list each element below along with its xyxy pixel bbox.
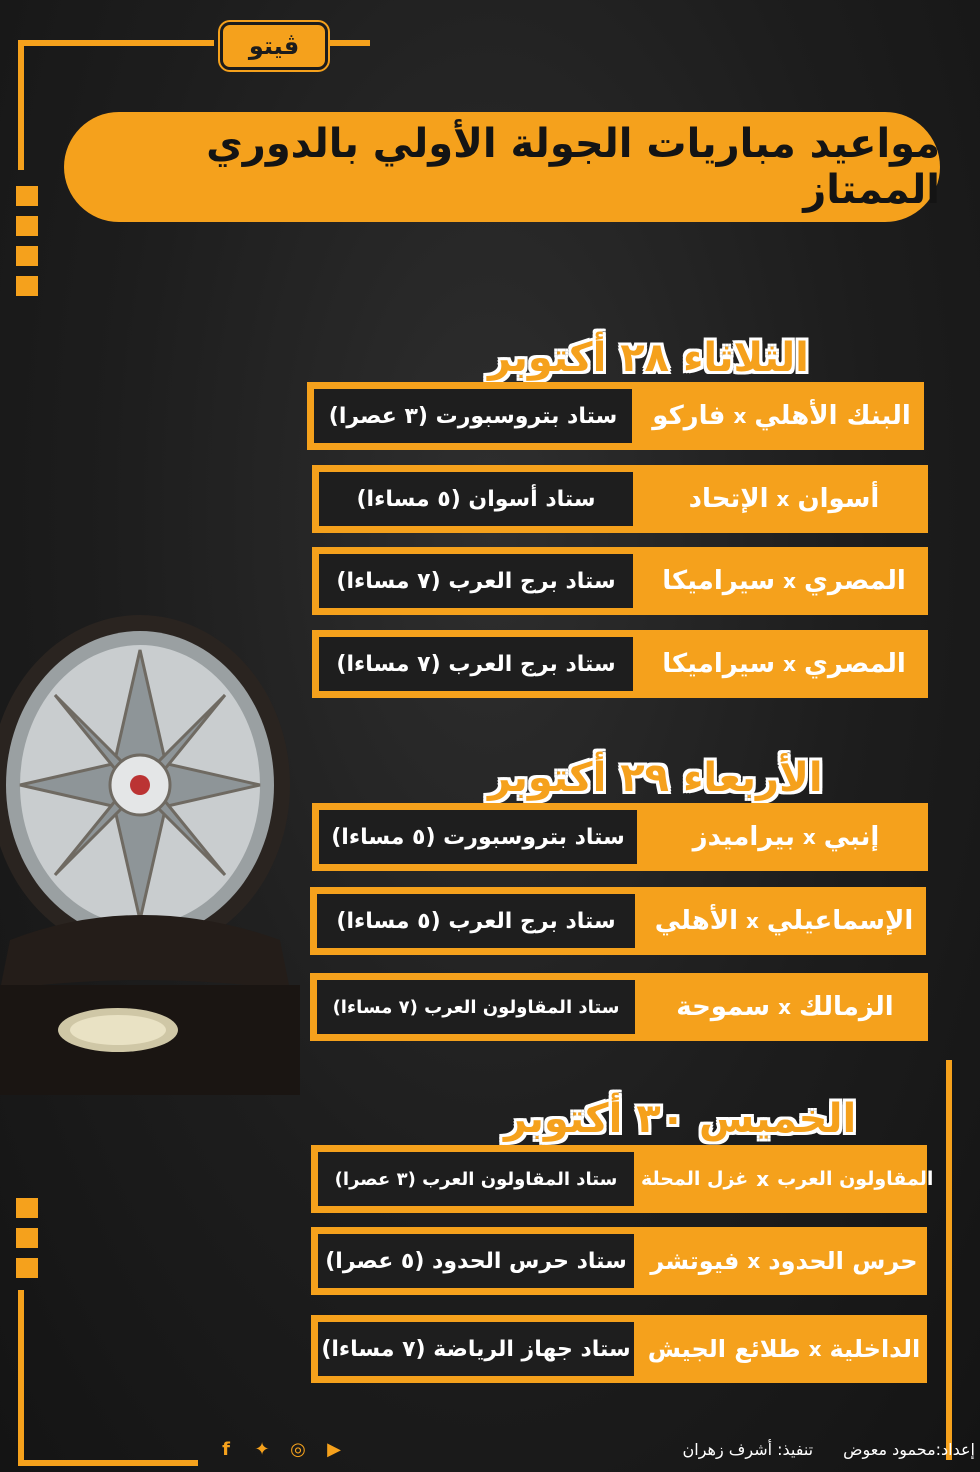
- teams-cell: [642, 887, 926, 955]
- footer: [215, 1436, 975, 1462]
- logo-text: ڤيتو: [248, 32, 300, 60]
- venue-cell: ستاد بتروسبورت (٣ عصرا): [311, 386, 635, 446]
- venue-cell: ستاد جهاز الرياضة (٧ مساءا): [315, 1319, 637, 1379]
- day-heading: الأربعاء ٢٩ أكتوبر: [488, 755, 823, 801]
- match-row: [311, 1227, 927, 1295]
- versus-separator: x: [783, 569, 797, 593]
- frame-right-line: [946, 1060, 952, 1460]
- home-team: المصري: [804, 566, 906, 596]
- match-row: [311, 1315, 927, 1383]
- prepared-by: إعداد:محمود معوض: [843, 1439, 975, 1459]
- away-team: بيراميدز: [692, 822, 795, 852]
- frame-dash: [16, 1258, 38, 1278]
- venue-cell: ستاد المقاولون العرب (٧ مساءا): [314, 977, 638, 1037]
- match-row: [312, 465, 928, 533]
- frame-left-line: [18, 40, 24, 170]
- away-team: الأهلي: [654, 906, 738, 936]
- away-team: فيوتشر: [650, 1247, 740, 1275]
- executed-by: تنفيذ: أشرف زهران: [682, 1439, 814, 1459]
- home-team: الإسماعيلي: [766, 906, 914, 936]
- match-row: [311, 1145, 934, 1213]
- away-team: فاركو: [652, 401, 726, 431]
- frame-top-right-line: [330, 40, 370, 46]
- day-heading: الخميس ٣٠ أكتوبر: [504, 1096, 857, 1142]
- frame-bottom-line: [18, 1460, 198, 1466]
- match-row: [310, 973, 928, 1041]
- youtube-icon[interactable]: ▶: [327, 1438, 341, 1460]
- versus-separator: x: [733, 404, 747, 428]
- title-banner: [64, 112, 940, 222]
- instagram-icon[interactable]: ◎: [290, 1438, 306, 1460]
- match-row: [312, 547, 928, 615]
- versus-separator: x: [746, 909, 759, 933]
- frame-dash: [16, 216, 38, 236]
- teams-cell: [644, 803, 928, 871]
- venue-cell: ستاد برج العرب (٧ مساءا): [316, 551, 636, 611]
- versus-separator: x: [747, 1249, 761, 1273]
- frame-dash: [16, 1198, 38, 1218]
- twitter-icon[interactable]: ✦: [254, 1438, 270, 1460]
- match-row: [307, 382, 924, 450]
- away-team: سيراميكا: [662, 649, 776, 679]
- facebook-icon[interactable]: f: [222, 1438, 230, 1460]
- teams-cell: [640, 547, 928, 615]
- league-shield-trophy-icon: [0, 610, 310, 1100]
- home-team: أسوان: [797, 484, 880, 514]
- venue-cell: ستاد بتروسبورت (٥ مساءا): [316, 807, 640, 867]
- frame-top-line: [18, 40, 214, 46]
- venue-cell: ستاد أسوان (٥ مساءا): [316, 469, 636, 529]
- venue-cell: ستاد حرس الحدود (٥ عصرا): [315, 1231, 637, 1291]
- away-team: سيراميكا: [662, 566, 776, 596]
- frame-dash: [16, 186, 38, 206]
- teams-cell: [641, 1227, 927, 1295]
- venue-cell: ستاد المقاولون العرب (٣ عصرا): [315, 1149, 637, 1209]
- teams-cell: [640, 630, 928, 698]
- away-team: غزل المحلة: [641, 1168, 749, 1190]
- home-team: البنك الأهلي: [754, 401, 911, 431]
- frame-left-bottom-line: [18, 1290, 24, 1466]
- teams-cell: [639, 382, 924, 450]
- venue-cell: ستاد برج العرب (٧ مساءا): [316, 634, 636, 694]
- home-team: حرس الحدود: [768, 1247, 918, 1275]
- match-row: [312, 630, 928, 698]
- versus-separator: x: [783, 652, 797, 676]
- home-team: الداخلية: [829, 1335, 921, 1363]
- frame-dash: [16, 246, 38, 266]
- versus-separator: x: [778, 995, 792, 1019]
- day-heading: الثلاثاء ٢٨ أكتوبر: [488, 335, 809, 381]
- venue-cell: ستاد برج العرب (٥ مساءا): [314, 891, 638, 951]
- home-team: المصري: [804, 649, 906, 679]
- versus-separator: x: [808, 1337, 822, 1361]
- home-team: إنبي: [823, 822, 880, 852]
- away-team: طلائع الجيش: [647, 1335, 801, 1363]
- credits: [683, 1440, 976, 1459]
- frame-dash: [16, 276, 38, 296]
- social-links: [215, 1439, 345, 1460]
- page-title: مواعيد مباريات الجولة الأولي بالدوري الممتاز: [206, 121, 940, 213]
- versus-separator: x: [802, 825, 816, 849]
- match-row: [310, 887, 926, 955]
- teams-cell: [641, 1145, 933, 1213]
- away-team: الإتحاد: [688, 484, 769, 514]
- versus-separator: x: [756, 1167, 770, 1191]
- versus-separator: x: [776, 487, 790, 511]
- away-team: سموحة: [676, 992, 771, 1022]
- home-team: الزمالك: [799, 992, 894, 1022]
- frame-dash: [16, 1228, 38, 1248]
- home-team: المقاولون العرب: [777, 1168, 934, 1190]
- teams-cell: [642, 973, 928, 1041]
- match-row: [312, 803, 928, 871]
- teams-cell: [640, 465, 928, 533]
- teams-cell: [641, 1315, 927, 1383]
- brand-logo: [220, 22, 328, 70]
